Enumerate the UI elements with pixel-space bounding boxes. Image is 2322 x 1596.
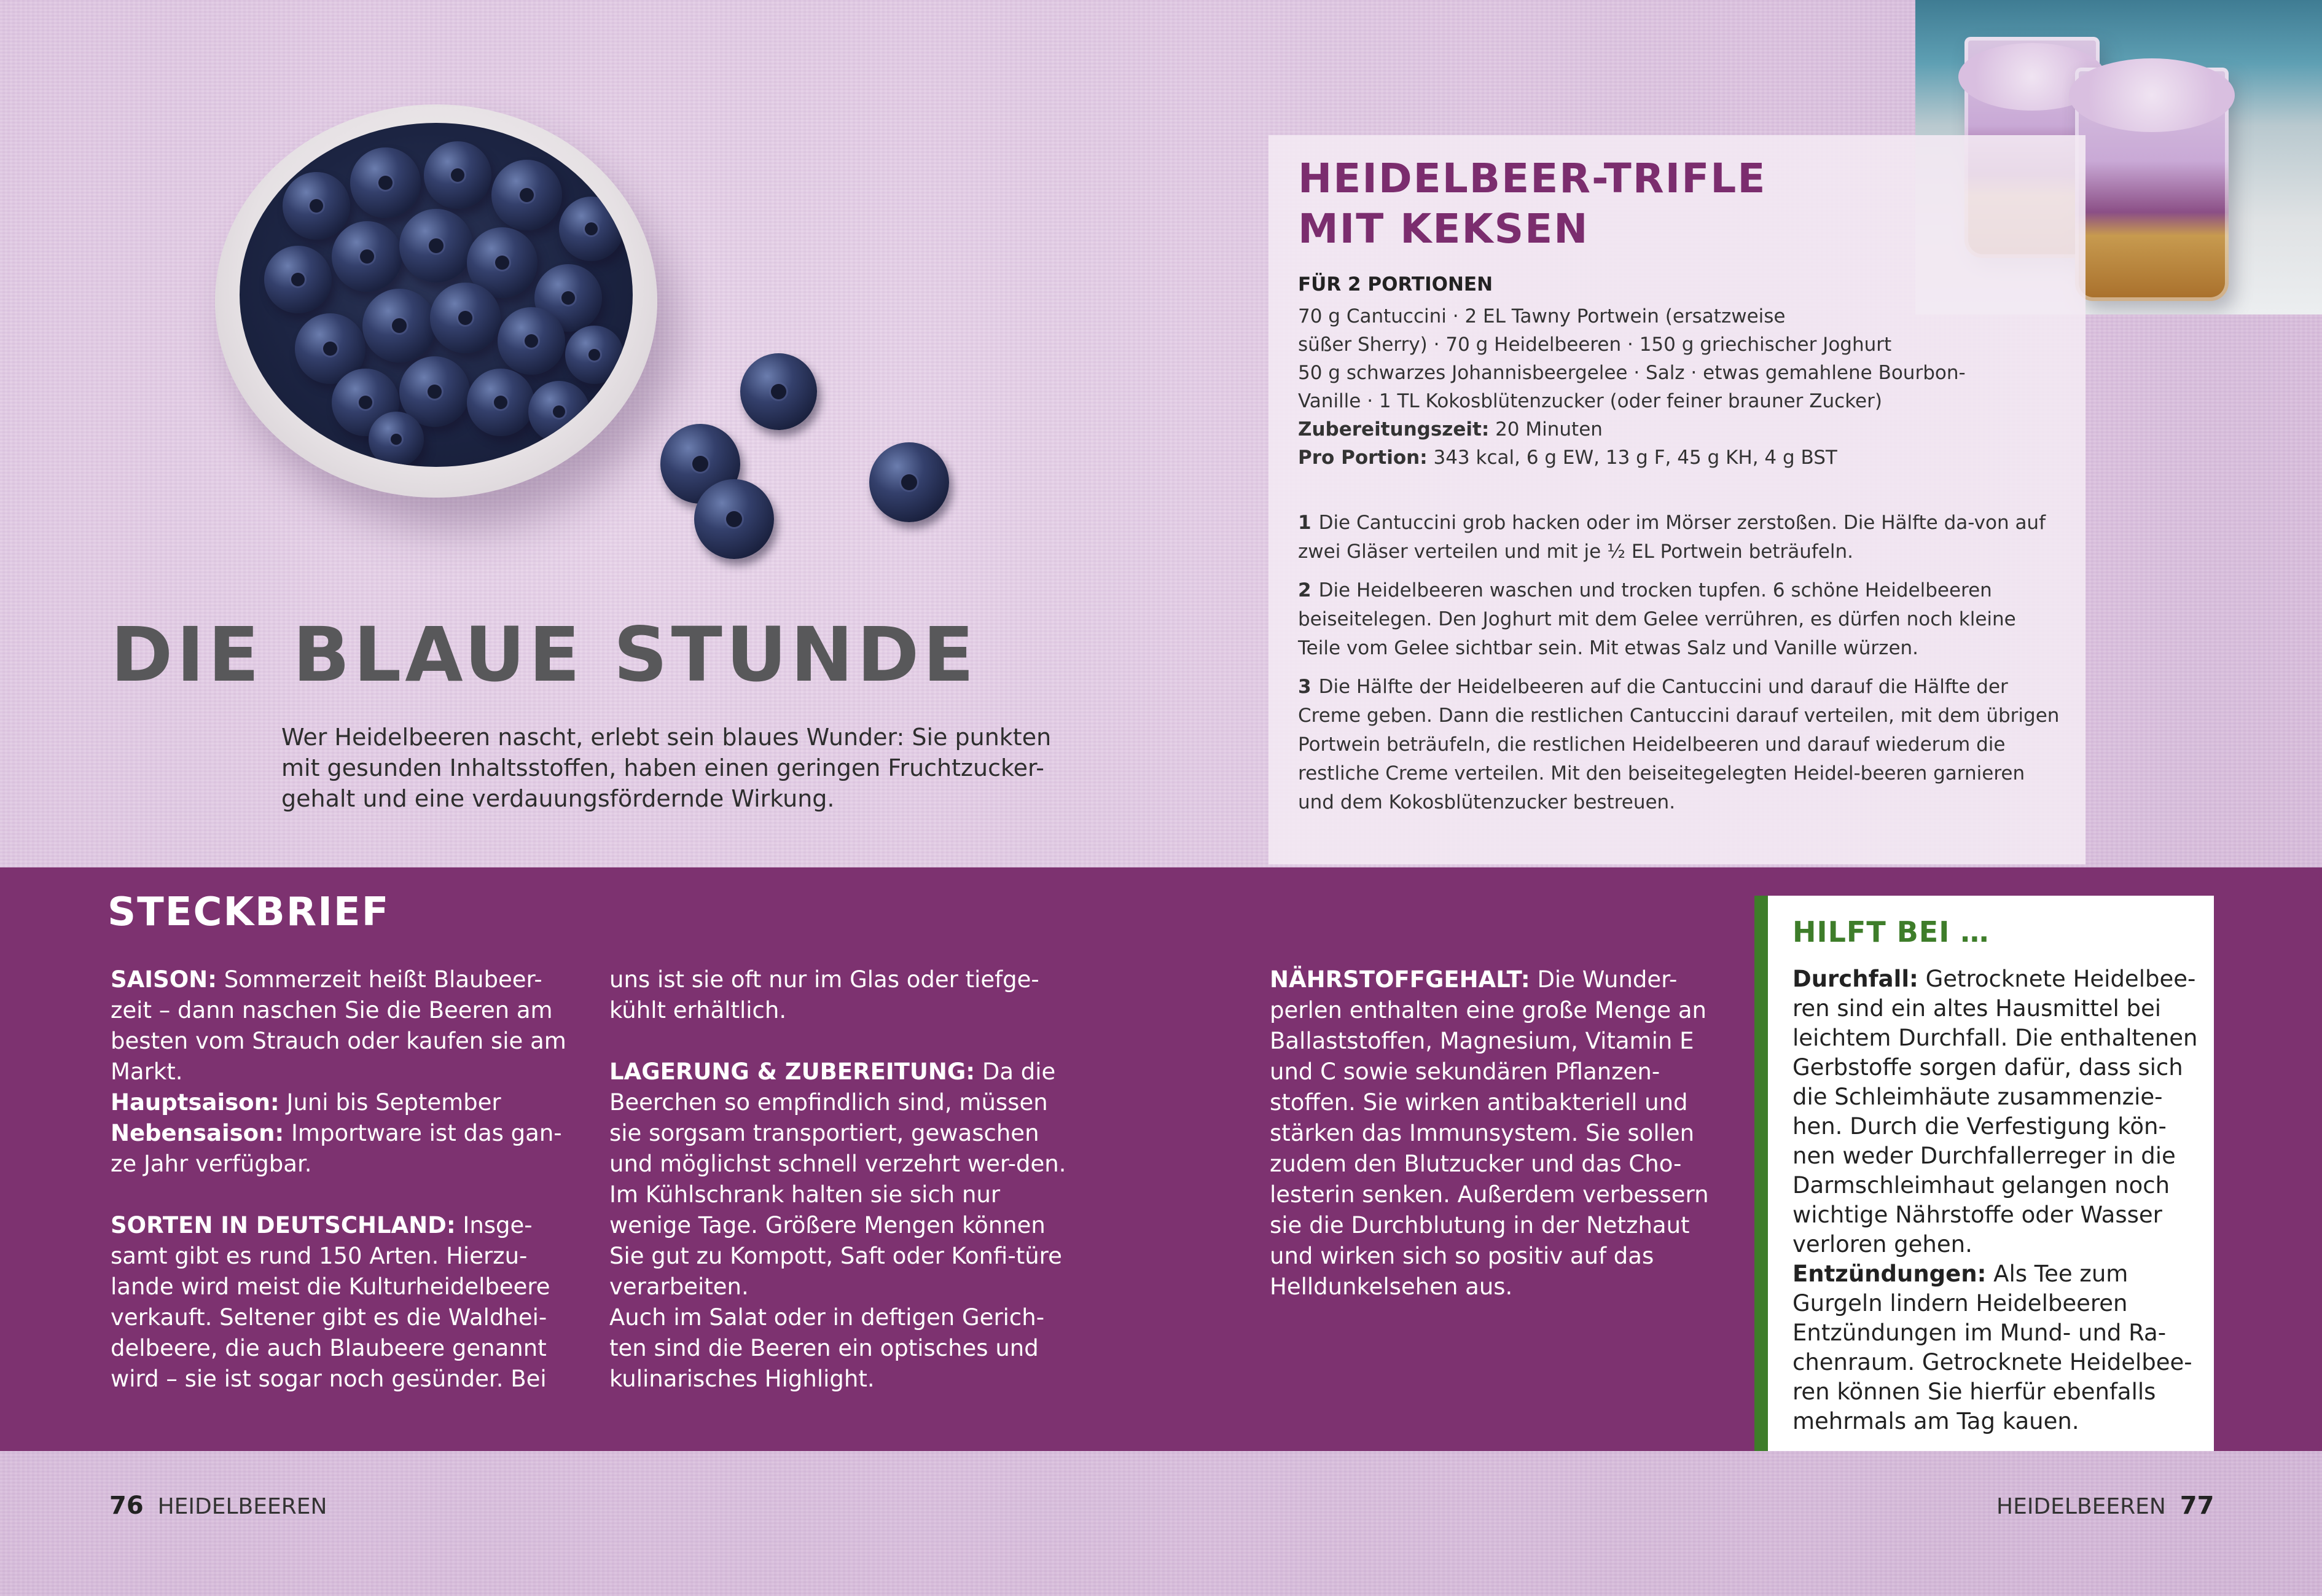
steckbrief-column-2: uns ist sie oft nur im Glas oder tiefge-kühlt erhältlich. LAGERUNG & ZUBEREITUNG: Da die Beerchen so empfindlich sind, müssen sie sorgsam transportiert, gewaschen und möglichst schnell verzehrt wer-den. Im Kühlschrank halten sie sich nur wenige Tage. Größere Mengen können Sie gut zu Kompott, Saft oder Konfi-türe verarbeiten. Auch im Salat oder in deftigen Gerich-ten sind die Beeren ein optisches und kulinarisches Highlight. [609, 966, 1066, 1392]
bowl-blueberry [264, 246, 332, 313]
bowl-blueberry [528, 381, 590, 442]
bowl-blueberry [559, 197, 624, 261]
bowl-blueberry [369, 412, 424, 467]
page-headline: DIE BLAUE STUNDE [111, 611, 978, 698]
bowl-blueberry [283, 172, 350, 240]
help-text: Durchfall: Getrocknete Heidelbee-ren sind ein altes Hausmittel bei leichtem Durchfall. Die enthaltenen Gerbstoffe sorgen dafür, dass sich die Schleimhäute zusammenzie-hen. Durch die Verfestigung kön-nen weder Durchfallerreger in die Darmschleimhaut gelangen noch wichtige Nährstoffe oder Wasser verloren gehen. Entzündungen: Als Tee zum Gurgeln lindern Heidelbeeren Entzündungen im Mund- und Ra-chenraum. Getrocknete Heidelbee-ren können Sie hierfür ebenfalls mehrmals am Tag kauen. [1792, 966, 2198, 1434]
bowl-blueberry [430, 283, 501, 353]
prep-time: Zubereitungszeit: 20 Minuten [1298, 418, 1603, 440]
loose-blueberry [740, 353, 817, 430]
page-number-right: 77 [2179, 1492, 2214, 1520]
blueberry-bowl-image [215, 104, 657, 498]
loose-blueberry [869, 442, 949, 522]
footer-label-left: HEIDELBEEREN [157, 1494, 327, 1519]
bowl-blueberry [565, 326, 624, 384]
bowl-blueberry [399, 209, 473, 283]
bowl-blueberry [362, 289, 436, 362]
recipe-step: 3 Die Hälfte der Heidelbeeren auf die Cantuccini und darauf die Hälfte der Creme geben. Dann die restlichen Cantuccini darauf verteilen, mit dem übrigen Portwein beträufeln, die restlichen Heidelbeeren und darauf wiederum die restliche Creme verteilen. Mit den beiseitegelegten Heidel-beeren garnieren und dem Kokosblütenzucker bestreuen. [1298, 676, 2060, 813]
bowl-blueberry [467, 369, 534, 436]
steckbrief-column-3: NÄHRSTOFFGEHALT: Die Wunder-perlen enthalten eine große Menge an Ballaststoffen, Magnesium, Vitamin E und C sowie sekundären Pflanzen-stoffen. Sie wirken antibakteriell und stärken das Immunsystem. Sie sollen zudem den Blutzucker und das Cho-lesterin senken. Außerdem verbessern sie die Durchblutung in der Netzhaut und wirken sich so positiv auf das Helldunkelsehen aus. [1270, 966, 1709, 1300]
footer-label-right: HEIDELBEEREN [1996, 1494, 2166, 1519]
recipe-step: 1 Die Cantuccini grob hacken oder im Mörser zerstoßen. Die Hälfte da-von auf zwei Gläser verteilen und mit je ½ EL Portwein beträufeln. [1298, 512, 2046, 563]
help-title: HILFT BEI … [1792, 915, 1990, 949]
nutrition-per-portion: Pro Portion: 343 kcal, 6 g EW, 13 g F, 45 g KH, 4 g BST [1298, 447, 1837, 469]
steckbrief-title: STECKBRIEF [108, 890, 390, 935]
bowl-blueberry [491, 160, 562, 230]
bowl-blueberry [498, 307, 565, 375]
recipe-portions: FÜR 2 PORTIONEN [1298, 273, 1493, 295]
recipe-steps [1298, 509, 2060, 827]
bowl-blueberry [424, 141, 491, 209]
footer-right [1996, 1492, 2214, 1520]
recipe-title: HEIDELBEER-TRIFLE MIT KEKSEN [1298, 155, 1767, 252]
bowl-blueberry [350, 147, 421, 218]
steckbrief-column-1: SAISON: Sommerzeit heißt Blaubeer-zeit – dann naschen Sie die Beeren am besten vom Strauch oder kaufen sie am Markt. Hauptsaison: Juni bis September Nebensaison: Importware ist das gan-ze Jahr verfügbar. SORTEN IN DEUTSCHLAND: Insge-samt gibt es rund 150 Arten. Hierzu-lande wird meist die Kulturheidelbeere verkauft. Seltener gibt es die Waldhei-delbeere, die auch Blaubeere genannt wird – sie ist sogar noch gesünder. Bei [111, 966, 566, 1392]
intro-text: Wer Heidelbeeren nascht, erlebt sein blaues Wunder: Sie punkten mit gesunden Inhaltsstoffen, haben einen geringen Fruchtzucker-gehalt und eine verdauungsfördernde Wirkung. [281, 724, 1052, 812]
recipe-ingredients: 70 g Cantuccini · 2 EL Tawny Portwein (ersatzweise süßer Sherry) · 70 g Heidelbeeren · 150 g griechischer Joghurt 50 g schwarzes Johannisbeergelee · Salz · etwas gemahlene Bourbon- Vanille · 1 TL Kokosblütenzucker (oder feiner brauner Zucker) Zubereitungszeit: 20 Minuten Pro Portion: 343 kcal, 6 g EW, 13 g F, 45 g KH, 4 g BST [1298, 302, 2060, 472]
bowl-blueberry [332, 221, 402, 292]
footer-left [109, 1492, 327, 1520]
recipe-step: 2 Die Heidelbeeren waschen und trocken tupfen. 6 schöne Heidelbeeren beiseitelegen. Den Joghurt mit dem Gelee verrühren, es dürfen noch kleine Teile vom Gelee sichtbar sein. Mit etwas Salz und Vanille würzen. [1298, 579, 2016, 659]
page-number-left: 76 [109, 1492, 144, 1520]
loose-blueberry [694, 479, 774, 559]
